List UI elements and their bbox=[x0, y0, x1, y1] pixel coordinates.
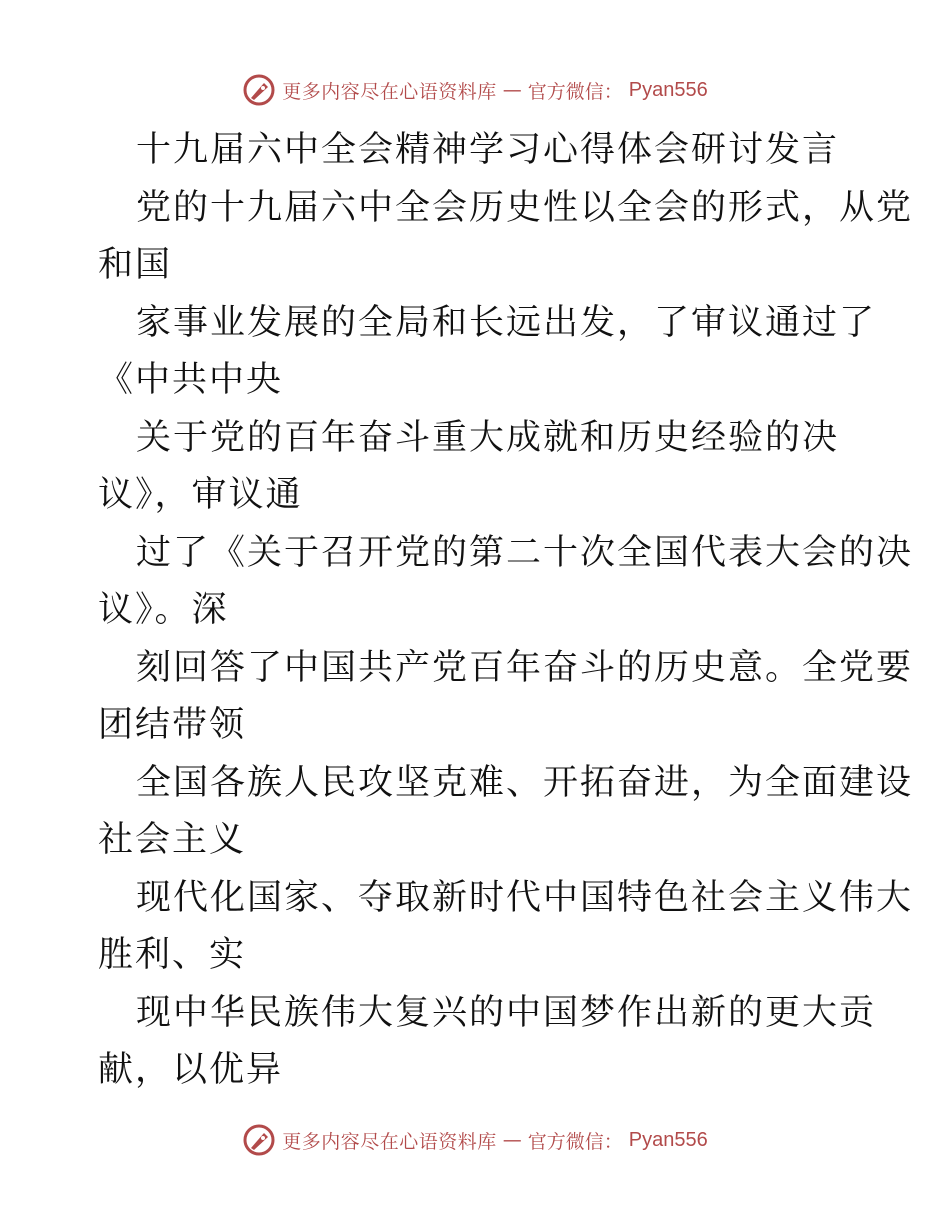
paragraph-line: 《中共中央 bbox=[98, 360, 284, 400]
paragraph-line: 家事业发展的全局和长远出发，了审议通过了 bbox=[136, 302, 877, 343]
banner-wechat-label: 官方微信： bbox=[527, 1130, 623, 1153]
paragraph-line: 团结带领 bbox=[98, 705, 247, 745]
paragraph-line: 现中华民族伟大复兴的中国梦作出新的更大贡 bbox=[136, 992, 877, 1033]
pen-nib-logo-icon bbox=[242, 73, 276, 107]
banner-wechat-id: Pyan556 bbox=[628, 1128, 708, 1151]
footer-banner bbox=[0, 1120, 950, 1160]
paragraph-line: 关于党的百年奋斗重大成就和历史经验的决 bbox=[136, 417, 840, 458]
banner-separator: — bbox=[502, 79, 522, 101]
paragraph-line: 胜利、实 bbox=[98, 935, 247, 975]
banner-separator: — bbox=[502, 1129, 522, 1151]
document-body bbox=[98, 122, 914, 1100]
document-title: 十九届六中全会精神学习心得体会研讨发言 bbox=[136, 130, 840, 170]
banner-wechat-id: Pyan556 bbox=[628, 78, 708, 101]
paragraph-line: 和国 bbox=[98, 245, 173, 285]
header-banner bbox=[0, 70, 950, 110]
paragraph-line: 刻回答了中国共产党百年奋斗的历史意。全党要 bbox=[136, 647, 914, 688]
paragraph-line: 过了《关于召开党的第二十次全国代表大会的决 bbox=[136, 532, 914, 573]
banner-wechat-label: 官方微信： bbox=[527, 80, 623, 103]
paragraph-line: 社会主义 bbox=[98, 820, 247, 860]
paragraph-line: 党的十九届六中全会历史性以全会的形式，从党 bbox=[136, 187, 914, 228]
banner-text: 更多内容尽在心语资料库 bbox=[282, 1130, 497, 1153]
paragraph-line: 献，以优异 bbox=[98, 1050, 284, 1090]
paragraph-line: 现代化国家、夺取新时代中国特色社会主义伟大 bbox=[136, 877, 914, 918]
paragraph-line: 议》，审议通 bbox=[98, 475, 303, 515]
pen-nib-logo-icon bbox=[242, 1123, 276, 1157]
banner-text: 更多内容尽在心语资料库 bbox=[282, 80, 497, 103]
paragraph-line: 议》。深 bbox=[98, 590, 229, 630]
paragraph-line: 全国各族人民攻坚克难、开拓奋进，为全面建设 bbox=[136, 762, 914, 803]
